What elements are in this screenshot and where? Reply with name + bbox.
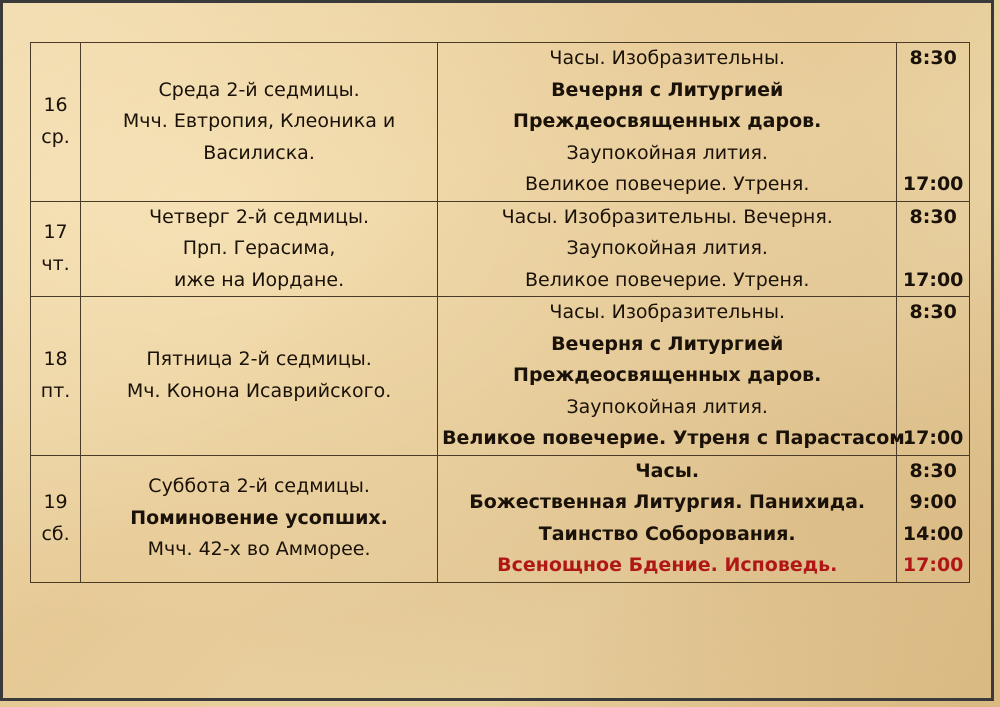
service-line: Великое повечерие. Утреня с Парастасом. [442, 427, 913, 449]
day-abbr: сб. [41, 522, 70, 545]
day-number: 17 [43, 221, 68, 244]
service-line: Великое повечерие. Утреня. [525, 268, 810, 291]
service-line: Таинство Соборования. [538, 522, 796, 545]
times-cell [897, 297, 970, 456]
service-line: Вечерня с Литургией [551, 78, 784, 101]
schedule-row [31, 201, 970, 297]
services-cell [438, 43, 897, 202]
service-time: 8:30 [909, 47, 957, 69]
service-time [901, 233, 965, 265]
service-line: Часы. Изобразительны. Вечерня. [501, 205, 833, 228]
times-cell [897, 201, 970, 297]
service-line: Заупокойная лития. [566, 395, 768, 418]
service-time: 17:00 [902, 173, 964, 195]
service-line: Вечерня с Литургией [551, 332, 784, 355]
service-time [901, 392, 965, 424]
description-line: Мчч. Евтропия, Клеоника и [122, 110, 396, 132]
day-number: 19 [43, 491, 68, 513]
service-time: 8:30 [909, 459, 957, 482]
service-time: 8:30 [909, 205, 957, 228]
services-cell [438, 297, 913, 456]
service-time: 14:00 [902, 522, 964, 545]
day-description [81, 455, 438, 582]
service-time: 8:30 [909, 301, 957, 323]
day-description [81, 43, 438, 202]
day-cell [31, 455, 81, 582]
day-abbr: пт. [40, 379, 71, 402]
service-line: Всенощное Бдение. Исповедь. [497, 554, 838, 576]
description-line: Среда 2-й седмицы. [158, 78, 360, 101]
service-time [901, 106, 965, 138]
service-line: Заупокойная лития. [566, 141, 768, 164]
schedule-row [31, 43, 970, 202]
service-time [901, 75, 965, 107]
day-description [81, 201, 438, 297]
service-time [901, 329, 965, 361]
day-cell [31, 43, 81, 202]
day-abbr: ср. [41, 125, 70, 148]
description-line: Василиска. [203, 141, 315, 164]
times-cell [897, 43, 970, 202]
service-line: Преждеосвященных даров. [513, 110, 822, 132]
day-cell [31, 297, 81, 456]
service-time: 17:00 [902, 427, 964, 449]
service-time: 17:00 [902, 554, 964, 576]
description-line: Мчч. 42-х во Амморее. [147, 538, 371, 561]
description-line: Мч. Конона Исаврийского. [126, 379, 392, 402]
service-time: 17:00 [902, 268, 964, 291]
service-line: Часы. Изобразительны. [549, 301, 785, 323]
schedule-row [31, 297, 970, 456]
description-line: Четверг 2-й седмицы. [149, 205, 370, 228]
times-cell [897, 455, 970, 582]
services-cell [438, 455, 897, 582]
description-line: Прп. Герасима, [182, 237, 336, 259]
service-time [901, 138, 965, 170]
service-line: Часы. [635, 459, 700, 482]
service-line: Великое повечерие. Утреня. [525, 173, 810, 195]
schedule-table [30, 42, 970, 583]
service-time: 9:00 [909, 491, 957, 513]
day-number: 18 [43, 348, 68, 371]
day-cell [31, 201, 81, 297]
service-time [901, 360, 965, 392]
service-line: Заупокойная лития. [566, 237, 768, 259]
description-line: Поминовение усопших. [130, 506, 388, 529]
day-number: 16 [43, 94, 68, 117]
service-line: Божественная Литургия. Панихида. [469, 491, 866, 513]
day-description [81, 297, 438, 456]
schedule-row [31, 455, 970, 582]
description-line: Суббота 2-й седмицы. [148, 475, 370, 498]
service-line: Преждеосвященных даров. [513, 364, 822, 386]
services-cell [438, 201, 897, 297]
day-abbr: чт. [41, 252, 70, 275]
description-line: Пятница 2-й седмицы. [146, 348, 372, 371]
service-line: Часы. Изобразительны. [549, 47, 785, 69]
description-line: иже на Иордане. [174, 268, 345, 291]
